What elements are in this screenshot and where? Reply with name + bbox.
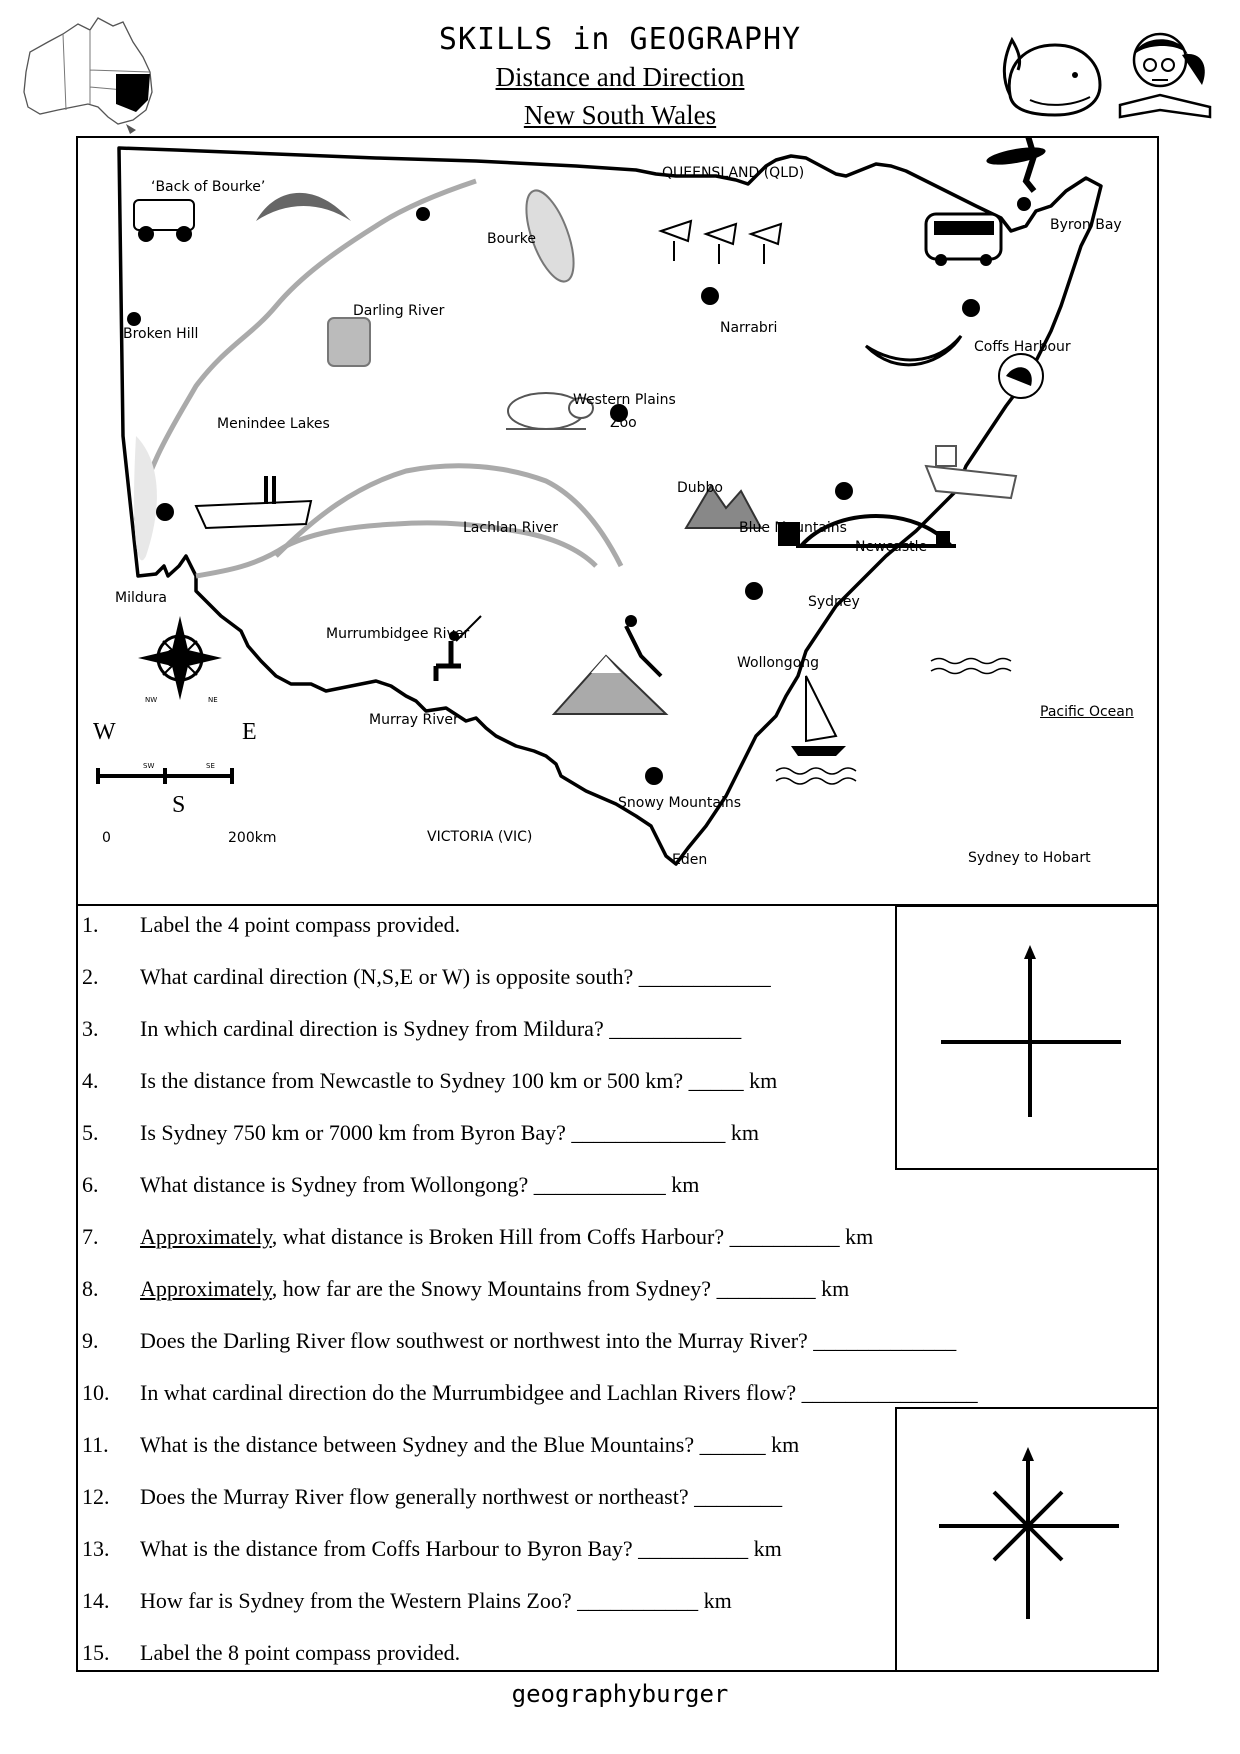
- scale-label-start: 0: [102, 830, 111, 846]
- label-blue-mountains: Blue Mountains: [739, 520, 847, 536]
- yacht-illustration: [791, 676, 846, 756]
- question-number: 15.: [82, 1640, 110, 1665]
- question-text: What is the distance between Sydney and the Blue Mountains? ______ km: [140, 1432, 800, 1457]
- label-bourke: Bourke: [487, 231, 537, 247]
- question-number: 2.: [82, 964, 99, 989]
- label-newcastle: Newcastle: [855, 539, 928, 555]
- question-text: Label the 8 point compass provided.: [140, 1640, 461, 1665]
- label-dubbo: Dubbo: [677, 480, 723, 496]
- question-text: Is Sydney 750 km or 7000 km from Byron Bay? ______________ km: [140, 1120, 760, 1145]
- question-number: 12.: [82, 1484, 110, 1509]
- question-13: [82, 1536, 782, 1562]
- newcastle-dot: [835, 482, 853, 500]
- question-text: What is the distance from Coffs Harbour to Byron Bay? __________ km: [140, 1536, 782, 1561]
- question-14: [82, 1588, 732, 1614]
- question-number: 14.: [82, 1588, 110, 1613]
- compass-label-s: S: [172, 792, 186, 818]
- eight-point-compass-icon: [897, 1409, 1157, 1669]
- question-number: 9.: [82, 1328, 99, 1353]
- question-text: In what cardinal direction do the Murrumbidgee and Lachlan Rivers flow? ________________: [140, 1380, 978, 1405]
- page-subtitle-region: New South Wales: [523, 100, 717, 130]
- byron-bay-dot: [1017, 197, 1031, 211]
- page-subtitle: Distance and Direction: [495, 62, 745, 92]
- lachlan-river: [276, 466, 621, 566]
- australia-map-icon: [18, 12, 158, 134]
- label-broken-hill: Broken Hill: [123, 326, 199, 342]
- boomerang-illustration: [256, 193, 351, 221]
- question-9: [82, 1328, 956, 1354]
- question-text: In which cardinal direction is Sydney from Mildura? ____________: [140, 1016, 742, 1041]
- banana-illustration: [866, 336, 961, 365]
- broken-hill-dot: [127, 312, 141, 326]
- question-12: [82, 1484, 782, 1510]
- question-text: What distance is Sydney from Wollongong? ____________ km: [140, 1172, 700, 1197]
- label-back-of-bourke: ‘Back of Bourke’: [151, 179, 266, 195]
- question-6: [82, 1172, 699, 1198]
- label-darling-river: Darling River: [353, 303, 445, 319]
- compass-label-w: W: [93, 719, 116, 745]
- pot-illustration: [328, 318, 370, 366]
- whale-icon: [1000, 25, 1110, 120]
- ship-illustration: [926, 446, 1016, 498]
- label-sydney-to-hobart: Sydney to Hobart: [968, 850, 1091, 866]
- label-menindee-lakes: Menindee Lakes: [217, 416, 330, 432]
- bourke-dot: [416, 207, 430, 221]
- question-11: [82, 1432, 799, 1458]
- question-emphasis: Approximately: [140, 1276, 272, 1301]
- compass-label-ne: NE: [208, 696, 218, 704]
- question-5: [82, 1120, 759, 1146]
- question-number: 8.: [82, 1276, 99, 1301]
- label-western-plains-zoo: Western Plains: [573, 392, 676, 408]
- label-pacific-ocean: Pacific Ocean: [1040, 704, 1134, 720]
- van-illustration: [926, 214, 1001, 266]
- compass-label-e: E: [242, 719, 257, 745]
- mildura-dot: [156, 503, 174, 521]
- question-text: Is the distance from Newcastle to Sydney 100 km or 500 km? _____ km: [140, 1068, 778, 1093]
- compass-label-se: SE: [206, 762, 215, 770]
- question-number: 4.: [82, 1068, 99, 1093]
- question-3: [82, 1016, 741, 1042]
- question-10: [82, 1380, 978, 1406]
- question-number: 1.: [82, 912, 99, 937]
- question-4: [82, 1068, 777, 1094]
- four-point-compass-box: [895, 905, 1159, 1170]
- question-number: 7.: [82, 1224, 99, 1249]
- label-victoria: VICTORIA (VIC): [427, 829, 533, 845]
- surfer-wave-illustration: [999, 354, 1043, 398]
- eden-dot: [645, 767, 663, 785]
- question-number: 5.: [82, 1120, 99, 1145]
- footer-credit: geographyburger: [511, 1680, 729, 1708]
- question-8: [82, 1276, 849, 1302]
- compass-label-n: N: [168, 646, 186, 672]
- eight-point-compass-box: [895, 1407, 1159, 1672]
- page-title: SKILLS in GEOGRAPHY: [438, 22, 802, 57]
- label-narrabri: Narrabri: [720, 320, 778, 336]
- question-2: [82, 964, 771, 990]
- compass-label-nw: NW: [145, 696, 158, 704]
- nsw-map: [76, 136, 1159, 906]
- label-wollongong: Wollongong: [737, 655, 820, 671]
- question-number: 6.: [82, 1172, 99, 1197]
- question-text: How far is Sydney from the Western Plains Zoo? ___________ km: [140, 1588, 732, 1613]
- label-eden: Eden: [672, 852, 708, 868]
- label-queensland: QUEENSLAND (QLD): [662, 165, 805, 181]
- coffs-harbour-dot: [962, 299, 980, 317]
- question-text: , how far are the Snowy Mountains from Sydney? _________ km: [271, 1276, 850, 1301]
- label-murray-river: Murray River: [369, 712, 459, 728]
- question-1: [82, 912, 460, 938]
- label-lachlan-river: Lachlan River: [463, 520, 559, 536]
- label-coffs-harbour: Coffs Harbour: [974, 339, 1071, 355]
- four-point-compass-icon: [897, 907, 1157, 1167]
- question-number: 3.: [82, 1016, 99, 1041]
- menindee-lakes: [134, 436, 157, 560]
- label-murrumbidgee-river: Murrumbidgee River: [326, 626, 470, 642]
- question-text: Does the Murray River flow generally northwest or northeast? ________: [140, 1484, 783, 1509]
- question-text: Label the 4 point compass provided.: [140, 912, 461, 937]
- compass-label-sw: SW: [143, 762, 155, 770]
- paddle-steamer-illustration: [196, 476, 311, 528]
- question-text: Does the Darling River flow southwest or northwest into the Murray River? _____________: [140, 1328, 957, 1353]
- question-emphasis: Approximately: [140, 1224, 272, 1249]
- question-number: 10.: [82, 1380, 110, 1405]
- surfer-illustration: [985, 136, 1047, 191]
- skier-illustration: [625, 615, 661, 676]
- label-snowy-mountains: Snowy Mountains: [618, 795, 742, 811]
- car-illustration: [134, 200, 194, 242]
- wollongong-dot: [745, 582, 763, 600]
- question-number: 11.: [82, 1432, 109, 1457]
- label-mildura: Mildura: [115, 590, 167, 606]
- label-byron-bay: Byron Bay: [1050, 217, 1122, 233]
- question-text: What cardinal direction (N,S,E or W) is opposite south? ____________: [140, 964, 771, 989]
- label-sydney: Sydney: [808, 594, 860, 610]
- question-15: [82, 1640, 460, 1666]
- narrabri-dot: [701, 287, 719, 305]
- scale-label-end: 200km: [228, 830, 277, 846]
- label-western-plains-zoo-line2: Zoo: [610, 415, 637, 431]
- question-text: , what distance is Broken Hill from Coffs Harbour? __________ km: [271, 1224, 874, 1249]
- question-7: [82, 1224, 873, 1250]
- question-number: 13.: [82, 1536, 110, 1561]
- scale-bar: [98, 768, 232, 784]
- reader-icon: [1110, 25, 1220, 120]
- telescopes-illustration: [661, 221, 781, 264]
